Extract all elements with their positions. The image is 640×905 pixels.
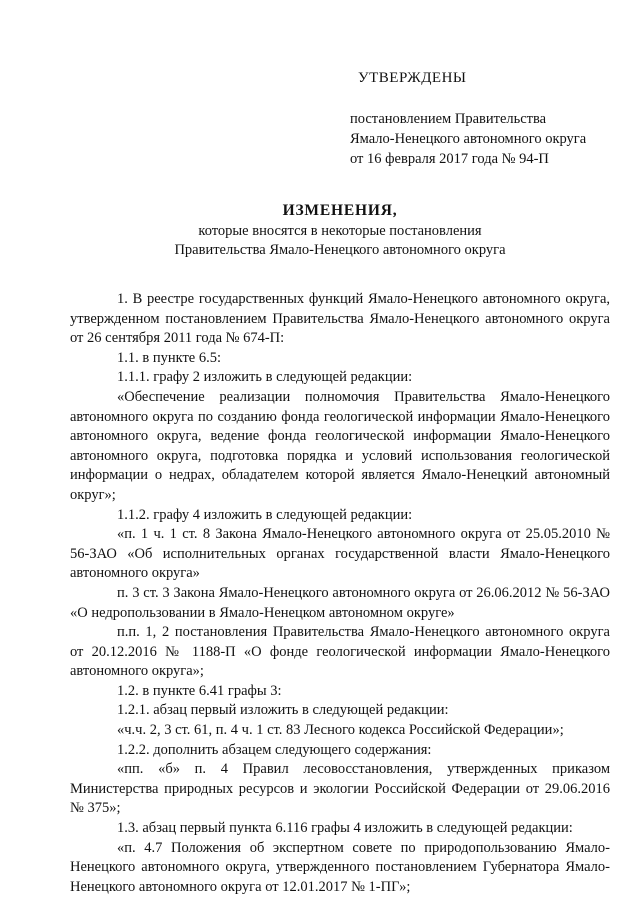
title-main: ИЗМЕНЕНИЯ, xyxy=(282,202,398,219)
paragraph: «п. 1 ч. 1 ст. 8 Закона Ямало-Ненецкого автономного округа от 25.05.2010 № 56-ЗАО «Об исполнительных органах государственной власти Ямало-Ненецкого автономного округа» xyxy=(70,526,610,582)
scan-corner-mark xyxy=(596,0,636,2)
document-body xyxy=(70,290,610,897)
paragraph: п.п. 1, 2 постановления Правительства Ямало-Ненецкого автономного округа от 20.12.2016 № 1188-П «О фонде геологической информации Ямало-Ненецкого автономного округа»; xyxy=(70,624,610,680)
approval-stamp xyxy=(350,70,630,169)
title-sub-2: Правительства Ямало-Ненецкого автономного округа xyxy=(174,242,506,258)
paragraph: 1.2. в пункте 6.41 графы 3: xyxy=(117,682,282,699)
title-sub-1: которые вносятся в некоторые постановления xyxy=(198,223,482,239)
paragraph: 1.1.2. графу 4 изложить в следующей редакции: xyxy=(117,506,413,523)
paragraph: п. 3 ст. 3 Закона Ямало-Ненецкого автономного округа от 26.06.2012 № 56-ЗАО «О недропользовании в Ямало-Ненецком автономном округе» xyxy=(70,584,610,621)
paragraph: «пп. «б» п. 4 Правил лесовосстановления, утвержденных приказом Министерства природных ресурсов и экологии Российской Федерации от 29.06.2016 № 375»; xyxy=(70,761,610,817)
paragraph: 1.1. в пункте 6.5: xyxy=(117,349,222,366)
paragraph: 1.1.1. графу 2 изложить в следующей редакции: xyxy=(117,369,413,386)
paragraph: «Обеспечение реализации полномочия Правительства Ямало-Ненецкого автономного округа по созданию фонда геологической информации Ямало-Ненецкого автономного округа, ведение фонда геологической информации Ямало-Ненецкого автономного округа, подготовка порядка и условий использования геологической информации о недрах, обладателем которой является Ямало-Ненецкий автономный округ»; xyxy=(70,388,610,503)
approval-line-1: постановлением Правительства xyxy=(350,111,547,127)
paragraph: 1.2.1. абзац первый изложить в следующей редакции: xyxy=(117,702,449,719)
paragraph: 1.2.2. дополнить абзацем следующего содержания: xyxy=(117,741,432,758)
paragraph: «п. 4.7 Положения об экспертном совете по природопользованию Ямало-Ненецкого автономного округа, утвержденного постановлением Губернатора Ямало-Ненецкого автономного округа от 12.01.2017 № 1-ПГ»; xyxy=(70,839,610,895)
approval-line-2: Ямало-Ненецкого автономного округа xyxy=(350,131,587,147)
paragraph: «ч.ч. 2, 3 ст. 61, п. 4 ч. 1 ст. 83 Лесного кодекса Российской Федерации»; xyxy=(117,722,564,739)
paragraph: 1. В реестре государственных функций Ямало-Ненецкого автономного округа, утвержденном постановлением Правительства Ямало-Ненецкого автономного округа от 26 сентября 2011 года № 674-П: xyxy=(70,291,610,347)
approval-line-3: от 16 февраля 2017 года № 94-П xyxy=(350,151,549,167)
paragraph: 1.3. абзац первый пункта 6.116 графы 4 изложить в следующей редакции: xyxy=(117,820,573,837)
approval-heading: УТВЕРЖДЕНЫ xyxy=(358,70,467,86)
document-title xyxy=(70,200,610,260)
